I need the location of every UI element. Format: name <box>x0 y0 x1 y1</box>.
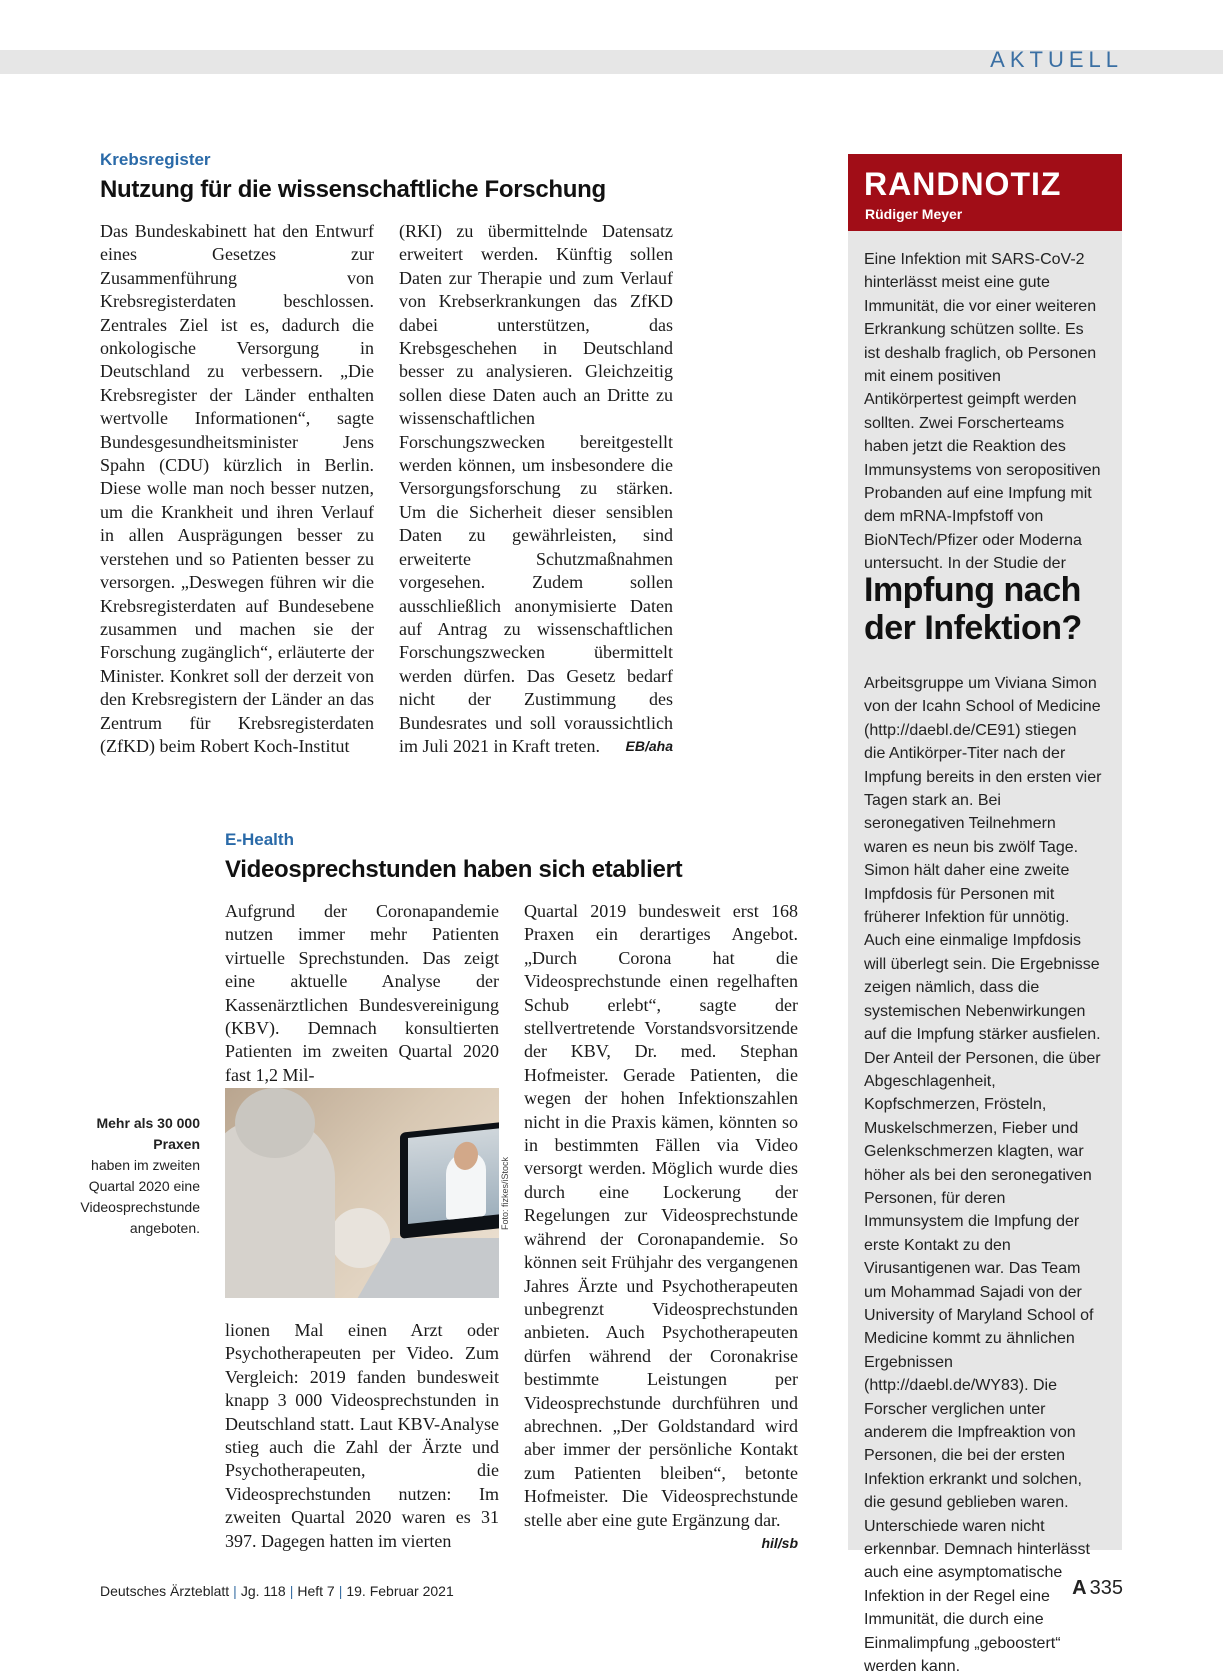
article2-col2-text: Quartal 2019 bundesweit erst 168 Praxen ein derartiges Angebot. „Durch Corona hat die Videosprechstunde einen regelhaften Schub erlebt“, sagte der stellvertretende Vorstandsvorsitzende der KBV, Dr. med. Stephan Hofmeister. Gerade Patienten, die wegen der hohen Infektionszahlen nicht in die Praxis kämen, könnten so in bestimmten Fällen via Video versorgt werden. Möglich wurde dies durch eine Lockerung der Regelungen zur Videosprechstunde während der Coronapandemie. So können seit Frühjahr des vergangenen Jahres Ärzte und Psychotherapeuten unbegrenzt Videosprechstunden anbieten. Auch Psychotherapeuten dürfen während der Coronakrise bestimmte Leistungen per Videosprechstunde durchführen und abrechnen. „Der Goldstandard wird aber immer der persönliche Kontakt zum Patienten bleiben“, betonte Hofmeister. Die Videosprechstunde stelle aber eine gute Ergänzung dar. <box>524 901 798 1530</box>
section-label: AKTUELL <box>990 47 1123 72</box>
randnotiz-headline: Impfung nach der Infektion? <box>864 571 1082 647</box>
randnotiz-title: RANDNOTIZ <box>864 166 1062 202</box>
randnotiz-author: Rüdiger Meyer <box>865 206 963 222</box>
article1-column-1 <box>100 220 374 758</box>
photo-laptop-screen <box>400 1119 499 1239</box>
page-footer: Deutsches Ärzteblatt | Jg. 118 | Heft 7 | 19. Februar 2021 <box>100 1583 454 1599</box>
article2-col1-top-text: Aufgrund der Coronapandemie nutzen immer mehr Patienten virtuelle Sprechstunden. Das zeigt eine aktuelle Analyse der Kassenärztlichen Bundesvereinigung (KBV). Demnach konsultierten Patienten im zweiten Quartal 2020 fast 1,2 Mil- <box>225 901 499 1085</box>
caption-bold: Mehr als 30 000 Praxen <box>96 1115 200 1152</box>
caption-text: haben im zweiten Quartal 2020 eine Videosprechstunde angeboten. <box>80 1157 200 1236</box>
article1-col1-text: Das Bundeskabinett hat den Entwurf eines Gesetzes zur Zusammenführung von Krebsregisterdaten beschlossen. Zentrales Ziel ist es, dadurch die onkologische Versorgung in Deutschland zu verbessern. „Die Krebsregister der Länder enthalten wertvolle Informationen“, sagte Bundesgesundheitsminister Jens Spahn (CDU) kürzlich in Berlin. Diese wolle man noch besser nutzen, um die Krankheit und ihren Verlauf in allen Ausprägungen besser zu verstehen und so Patienten besser zu versorgen. „Deswegen führen wir die Krebsregisterdaten auf Bundesebene zusammen und machen sie der Forschung zugänglich“, erläuterte der Minister. Konkret soll der derzeit von den Krebsregistern der Länder an das Zentrum für Krebsregisterdaten (ZfKD) beim Robert Koch-Institut <box>100 221 374 756</box>
page-number-value: 335 <box>1089 1577 1123 1599</box>
article1-column-2 <box>399 220 673 758</box>
photo-credit: Foto: fizkes/iStock <box>500 1156 510 1230</box>
footer-volume: Jg. 118 <box>240 1583 286 1599</box>
article2-title: Videosprechstunden haben sich etabliert <box>225 856 683 883</box>
photo-caption <box>60 1113 200 1239</box>
video-consultation-photo <box>225 1088 499 1298</box>
footer-journal: Deutsches Ärzteblatt <box>100 1583 230 1599</box>
article1-title: Nutzung für die wissenschaftliche Forschung <box>100 176 606 203</box>
photo-video-call <box>408 1126 499 1224</box>
article2-signature: hil/sb <box>761 1534 798 1551</box>
article2-column-1-bottom <box>225 1319 499 1553</box>
article2-col1-bottom-text: lionen Mal einen Arzt oder Psychotherapeuten per Video. Zum Vergleich: 2019 fanden bundesweit knapp 3 000 Videosprechstunden in Deutschland statt. Laut KBV-Analyse stieg auch die Zahl der Ärzte und Psychotherapeuten, die Videosprechstunden nutzen: Im zweiten Quartal 2020 waren es 31 397. Dagegen hatten im vierten <box>225 1320 499 1551</box>
photo-patient-head <box>235 1088 315 1158</box>
footer-issue: Heft 7 <box>297 1583 335 1599</box>
article1-kicker: Krebsregister <box>100 150 211 169</box>
article2-kicker: E-Health <box>225 830 294 849</box>
randnotiz-text-top <box>864 248 1102 576</box>
randnotiz-text-bottom <box>864 672 1102 1678</box>
article2-column-1-top <box>225 900 499 1087</box>
footer-date: 19. Februar 2021 <box>346 1583 454 1599</box>
page-prefix: A <box>1072 1577 1087 1599</box>
article2-column-2 <box>524 900 798 1555</box>
article1-col2-text: (RKI) zu übermittelnde Datensatz erweitert werden. Künftig sollen Daten zur Therapie und zum Verlauf von Krebserkrankungen das ZfKD dabei unterstützen, das Krebsgeschehen in Deutschland besser zu analysieren. Gleichzeitig sollen diese Daten auch an Dritte zu wissenschaftlichen Forschungszwecken bereitgestellt werden können, um insbesondere die Versorgungsforschung zu stärken. Um die Sicherheit dieser sensiblen Daten zu gewährleisten, sind erweiterte Schutzmaßnahmen vorgesehen. Zudem sollen ausschließlich anonymisierte Daten auf Antrag zu wissenschaftlichen Forschungszwecken übermittelt werden dürfen. Das Gesetz bedarf nicht der Zustimmung des Bundesrates und soll voraussichtlich im Juli 2021 in Kraft treten. <box>399 221 673 756</box>
randnotiz-header <box>848 154 1122 231</box>
randnotiz-text-bottom-content: Arbeitsgruppe um Viviana Simon von der Icahn School of Medicine (http://daebl.de/CE91) stiegen die Antikörper-Titer nach der Impfung bereits in den ersten vier Tagen stark an. Bei seronegativen Teilnehmern waren es neun bis zwölf Tage. Simon hält daher eine zweite Impfdosis für Personen mit früherer Infektion für unnötig. Auch eine einmalige Impfdosis will überlegt sein. Die Ergebnisse zeigen nämlich, dass die systemischen Nebenwirkungen auf die Impfung stärker ausfielen. Der Anteil der Personen, die über Abgeschlagenheit, Kopfschmerzen, Frösteln, Muskelschmerzen, Fieber und Gelenkschmerzen klagten, war höher als bei den seronegativen Personen, für deren Immunsystem die Impfung der erste Kontakt zu den Virusantigenen war. Das Team um Mohammad Sajadi von der University of Maryland School of Medicine kommt zu ähnlichen Ergebnissen (http://daebl.de/WY83). Die Forscher verglichen unter anderem die Impfreaktion von Personen, die bei der ersten Infektion erkrankt und solchen, die gesund geblieben waren. Unterschiede waren nicht erkennbar. Demnach hinterlässt auch eine asymptomatische Infektion in der Regel eine Immunität, die durch eine Einmalimpfung „geboostert“ werden kann. <box>864 675 1102 1676</box>
article1-signature: EB/aha <box>625 737 673 754</box>
randnotiz-text-top-content: Eine Infektion mit SARS-CoV-2 hinterlässt meist eine gute Immunität, die vor einer weiteren Erkrankung schützen sollte. Es ist deshalb fraglich, ob Personen mit einem positiven Antikörpertest geimpft werden sollten. Zwei Forscherteams haben jetzt die Reaktion des Immunsystems von seropositiven Probanden auf eine Impfung mit dem mRNA-Impfstoff von BioNTech/Pfizer oder Moderna untersucht. In der Studie der <box>864 251 1101 573</box>
page-number <box>1072 1577 1123 1600</box>
